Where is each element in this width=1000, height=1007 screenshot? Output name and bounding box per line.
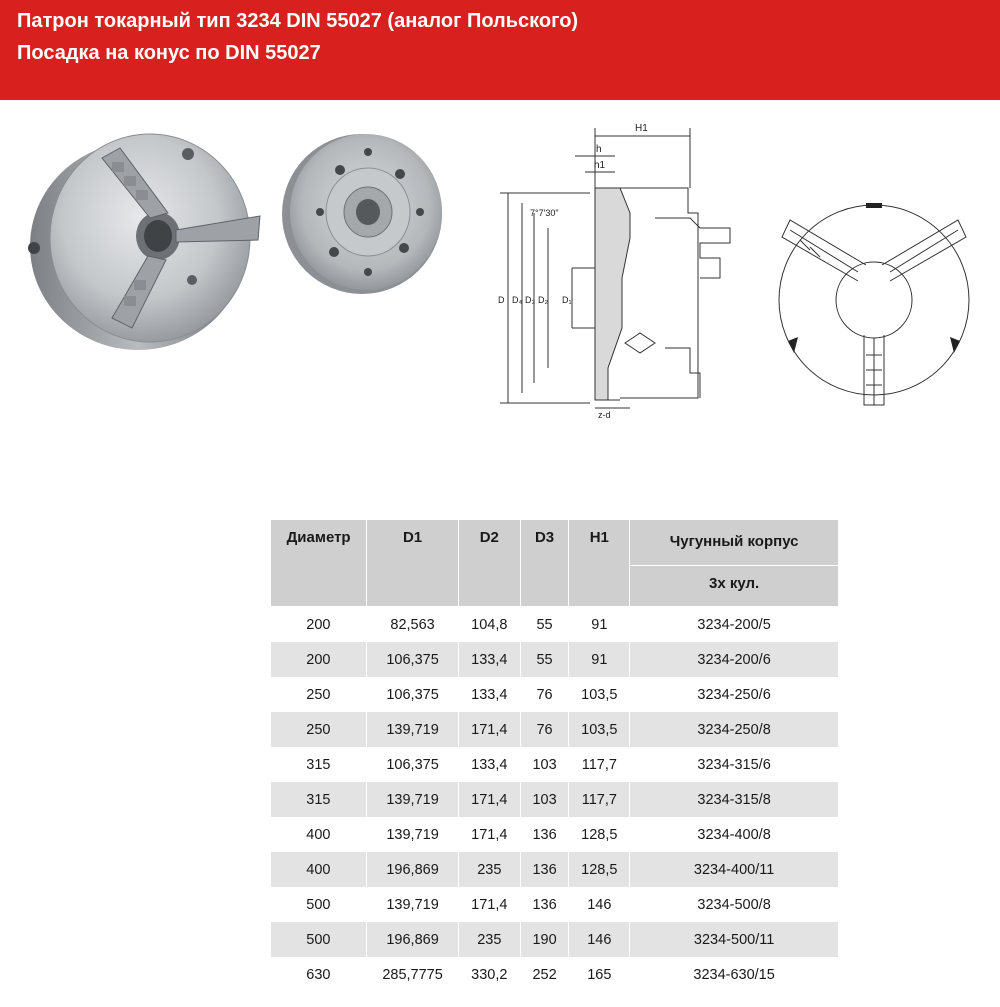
cell-d2: 235: [458, 922, 520, 957]
cell-diameter: 500: [271, 922, 367, 957]
cell-d3: 76: [520, 712, 569, 747]
cell-diameter: 400: [271, 817, 367, 852]
cell-d1: 196,869: [367, 922, 459, 957]
col-header-d2: D2: [458, 520, 520, 607]
dim-label-zd: z-d: [598, 410, 611, 420]
col-header-d3: D3: [520, 520, 569, 607]
chuck-front-photo: [20, 118, 270, 358]
dim-label-h1: h1: [594, 160, 606, 171]
cell-h1: 103,5: [569, 712, 630, 747]
table-row: [271, 957, 839, 992]
table-row: [271, 712, 839, 747]
cell-d2: 171,4: [458, 887, 520, 922]
cell-d3: 136: [520, 887, 569, 922]
col-header-diameter: Диаметр: [271, 520, 367, 607]
cell-d1: 106,375: [367, 747, 459, 782]
header-title: Патрон токарный тип 3234 DIN 55027 (аналог Польского): [17, 10, 579, 32]
cell-d2: 133,4: [458, 642, 520, 677]
cell-d1: 82,563: [367, 607, 459, 643]
chuck-rear-photo: [280, 130, 448, 295]
header-subtitle: Посадка на конус по DIN 55027: [17, 42, 321, 64]
cell-d2: 133,4: [458, 747, 520, 782]
table-row: [271, 677, 839, 712]
table-row: [271, 747, 839, 782]
cell-d3: 252: [520, 957, 569, 992]
cell-diameter: 400: [271, 852, 367, 887]
cell-diameter: 200: [271, 607, 367, 643]
cell-d3: 103: [520, 782, 569, 817]
cell-diameter: 630: [271, 957, 367, 992]
cell-code: 3234-630/15: [630, 957, 839, 992]
cell-code: 3234-200/5: [630, 607, 839, 643]
col-header-body: Чугунный корпус: [630, 520, 839, 566]
table-row: [271, 887, 839, 922]
cell-h1: 128,5: [569, 852, 630, 887]
cell-d2: 330,2: [458, 957, 520, 992]
col-header-jaws: 3х кул.: [630, 565, 839, 606]
cell-h1: 165: [569, 957, 630, 992]
cell-h1: 146: [569, 922, 630, 957]
cell-code: 3234-250/8: [630, 712, 839, 747]
dim-label-D2: D₂: [538, 295, 548, 305]
dim-label-D3: D₃: [525, 295, 536, 305]
dim-label-D4: D₄: [512, 295, 523, 305]
cell-diameter: 500: [271, 887, 367, 922]
table-row: [271, 922, 839, 957]
cell-h1: 117,7: [569, 782, 630, 817]
cell-diameter: 315: [271, 747, 367, 782]
table-row: [271, 852, 839, 887]
cell-code: 3234-315/6: [630, 747, 839, 782]
cell-d1: 139,719: [367, 712, 459, 747]
cell-d3: 190: [520, 922, 569, 957]
col-header-h1: H1: [569, 520, 630, 607]
cell-code: 3234-500/11: [630, 922, 839, 957]
cell-d2: 171,4: [458, 782, 520, 817]
front-view-drawing: [770, 195, 980, 410]
cell-diameter: 250: [271, 677, 367, 712]
col-header-d1: D1: [367, 520, 459, 607]
cell-diameter: 315: [271, 782, 367, 817]
cell-d2: 171,4: [458, 712, 520, 747]
dim-label-D1: D₁: [562, 295, 572, 305]
cell-h1: 128,5: [569, 817, 630, 852]
cell-d1: 106,375: [367, 642, 459, 677]
dim-label-H1: H1: [635, 123, 648, 134]
table-row: [271, 607, 839, 643]
cell-diameter: 200: [271, 642, 367, 677]
cross-section-drawing: [490, 118, 750, 428]
table-row: [271, 817, 839, 852]
cell-h1: 117,7: [569, 747, 630, 782]
dim-label-D: D: [498, 295, 505, 305]
dim-label-h: h: [596, 144, 602, 155]
spec-table-body: [271, 607, 839, 993]
cell-d1: 106,375: [367, 677, 459, 712]
cell-d3: 55: [520, 607, 569, 643]
cell-d3: 55: [520, 642, 569, 677]
cell-h1: 103,5: [569, 677, 630, 712]
cell-code: 3234-400/8: [630, 817, 839, 852]
cell-code: 3234-315/8: [630, 782, 839, 817]
cell-d2: 171,4: [458, 817, 520, 852]
cell-d3: 136: [520, 852, 569, 887]
cell-h1: 91: [569, 607, 630, 643]
cell-h1: 91: [569, 642, 630, 677]
header-banner: [0, 0, 1000, 100]
cell-d1: 285,7775: [367, 957, 459, 992]
cell-code: 3234-500/8: [630, 887, 839, 922]
cell-d2: 235: [458, 852, 520, 887]
table-row: [271, 782, 839, 817]
cell-d3: 76: [520, 677, 569, 712]
cell-h1: 146: [569, 887, 630, 922]
cell-diameter: 250: [271, 712, 367, 747]
cell-d2: 104,8: [458, 607, 520, 643]
cell-d2: 133,4: [458, 677, 520, 712]
cell-d1: 139,719: [367, 817, 459, 852]
cell-code: 3234-200/6: [630, 642, 839, 677]
cell-code: 3234-250/6: [630, 677, 839, 712]
cell-d3: 136: [520, 817, 569, 852]
dim-label-angle: 7°7'30": [530, 208, 559, 218]
cell-d1: 196,869: [367, 852, 459, 887]
table-row: [271, 642, 839, 677]
cell-d1: 139,719: [367, 782, 459, 817]
spec-table: [270, 519, 839, 992]
cell-d3: 103: [520, 747, 569, 782]
cell-code: 3234-400/11: [630, 852, 839, 887]
cell-d1: 139,719: [367, 887, 459, 922]
